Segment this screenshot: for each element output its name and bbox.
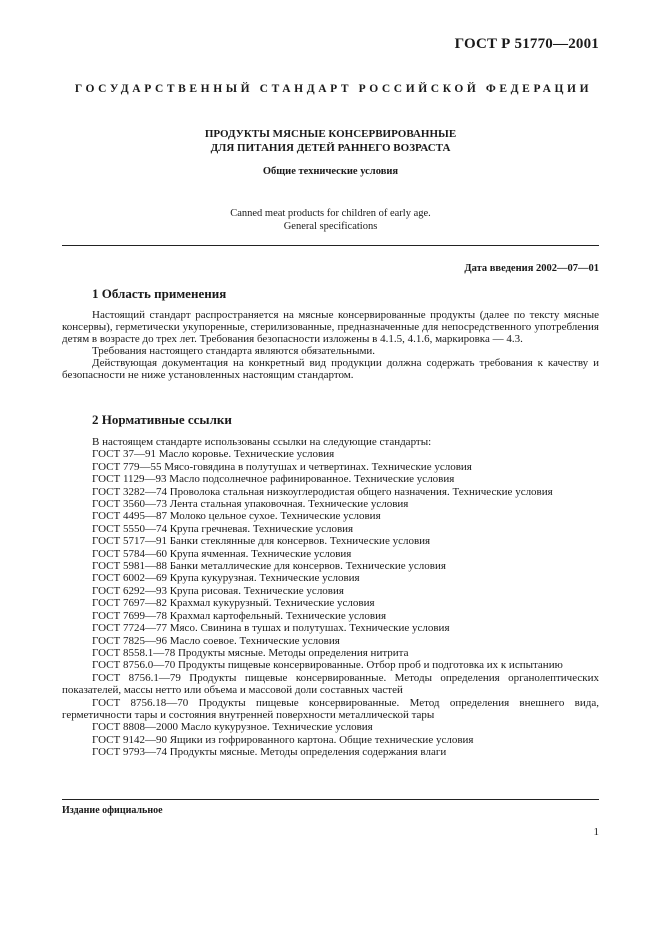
section-1-paragraph: Действующая документация на конкретный вид продукции должна содержать требования к качеству и безопасности не ниже установленных настоящим стандартом. [62, 357, 599, 382]
english-title-line-1: Canned meat products for children of early age. [230, 208, 431, 219]
section-2-heading: 2 Нормативные ссылки [92, 412, 232, 427]
reference-item: ГОСТ 6292—93 Крупа рисовая. Технические условия [92, 584, 344, 597]
reference-item: ГОСТ 5550—74 Крупа гречневая. Технические условия [92, 522, 354, 535]
section-1-heading: 1 Область применения [92, 286, 227, 301]
top-divider [62, 245, 599, 246]
document-subtitle: Общие технические условия [262, 166, 399, 177]
reference-item: ГОСТ 7825—96 Масло соевое. Технические условия [92, 634, 340, 647]
bottom-divider [62, 799, 599, 800]
reference-item: ГОСТ 3282—74 Проволока стальная низкоуглеродистая общего назначения. Технические условия [92, 485, 553, 498]
reference-item: ГОСТ 6002—69 Крупа кукурузная. Технические условия [92, 572, 360, 585]
reference-item: ГОСТ 8756.18—70 Продукты пищевые консервированные. Метод определения внешнего вида, герметичности тары и состояния внутренней поверхности металлической тары [62, 696, 599, 721]
reference-item: ГОСТ 9142—90 Ящики из гофрированного картона. Общие технические условия [92, 733, 474, 746]
reference-item: ГОСТ 5784—60 Крупа ячменная. Технические условия [92, 547, 352, 560]
reference-item: ГОСТ 37—91 Масло коровье. Технические условия [92, 448, 335, 461]
state-standard-heading: ГОСУДАРСТВЕННЫЙ СТАНДАРТ РОССИЙСКОЙ ФЕДЕРАЦИИ [74, 83, 593, 95]
reference-item: ГОСТ 7699—78 Крахмал картофельный. Технические условия [92, 609, 387, 622]
reference-item: ГОСТ 5717—91 Банки стеклянные для консервов. Технические условия [92, 535, 431, 548]
english-title-line-2: General specifications [283, 221, 378, 232]
reference-item: ГОСТ 779—55 Мясо-говядина в полутушах и четвертинах. Технические условия [92, 460, 472, 473]
official-edition-label: Издание официальное [62, 805, 163, 816]
section-1-body [62, 309, 599, 382]
intro-date: Дата введения 2002—07—01 [464, 263, 599, 274]
gost-number: ГОСТ Р 51770—2001 [454, 36, 599, 52]
title-line-1: ПРОДУКТЫ МЯСНЫЕ КОНСЕРВИРОВАННЫЕ [204, 128, 457, 140]
reference-item: ГОСТ 7724—77 Мясо. Свинина в тушах и полутушах. Технические условия [92, 622, 450, 635]
reference-item: ГОСТ 5981—88 Банки металлические для консервов. Технические условия [92, 560, 446, 573]
reference-item: ГОСТ 8756.1—79 Продукты пищевые консервированные. Методы определения органолептических показателей, массы нетто или объема и массовой доли составных частей [62, 671, 599, 697]
section-1-paragraph: Настоящий стандарт распространяется на мясные консервированные продукты (далее по тексту мясные консервы), герметически укупоренные, стерилизованные, предназначенные для непосредственного употребления детям в возрасте до трех лет. Требования безопасности изложены в 4.1.5, 4.1.6, маркировка — 4.3. [62, 309, 599, 346]
reference-item: ГОСТ 9793—74 Продукты мясные. Методы определения содержания влаги [92, 746, 447, 759]
page-number: 1 [593, 826, 599, 838]
english-title [62, 207, 599, 233]
section-2-intro: В настоящем стандарте использованы ссылки на следующие стандарты: [92, 436, 432, 448]
reference-item: ГОСТ 7697—82 Крахмал кукурузный. Технические условия [92, 597, 375, 610]
document-title [62, 127, 599, 155]
section-1-paragraph: Требования настоящего стандарта являются обязательными. [92, 345, 376, 358]
section-2-body [62, 436, 599, 759]
reference-item: ГОСТ 8808—2000 Масло кукурузное. Технические условия [92, 721, 373, 734]
title-line-2: ДЛЯ ПИТАНИЯ ДЕТЕЙ РАННЕГО ВОЗРАСТА [210, 142, 451, 154]
reference-item: ГОСТ 3560—73 Лента стальная упаковочная. Технические условия [92, 498, 409, 511]
reference-item: ГОСТ 1129—93 Масло подсолнечное рафинированное. Технические условия [92, 473, 455, 486]
reference-item: ГОСТ 4495—87 Молоко цельное сухое. Технические условия [92, 510, 381, 523]
reference-item: ГОСТ 8756.0—70 Продукты пищевые консервированные. Отбор проб и подготовка их к испытанию [92, 659, 563, 672]
reference-item: ГОСТ 8558.1—78 Продукты мясные. Методы определения нитрита [92, 646, 409, 659]
